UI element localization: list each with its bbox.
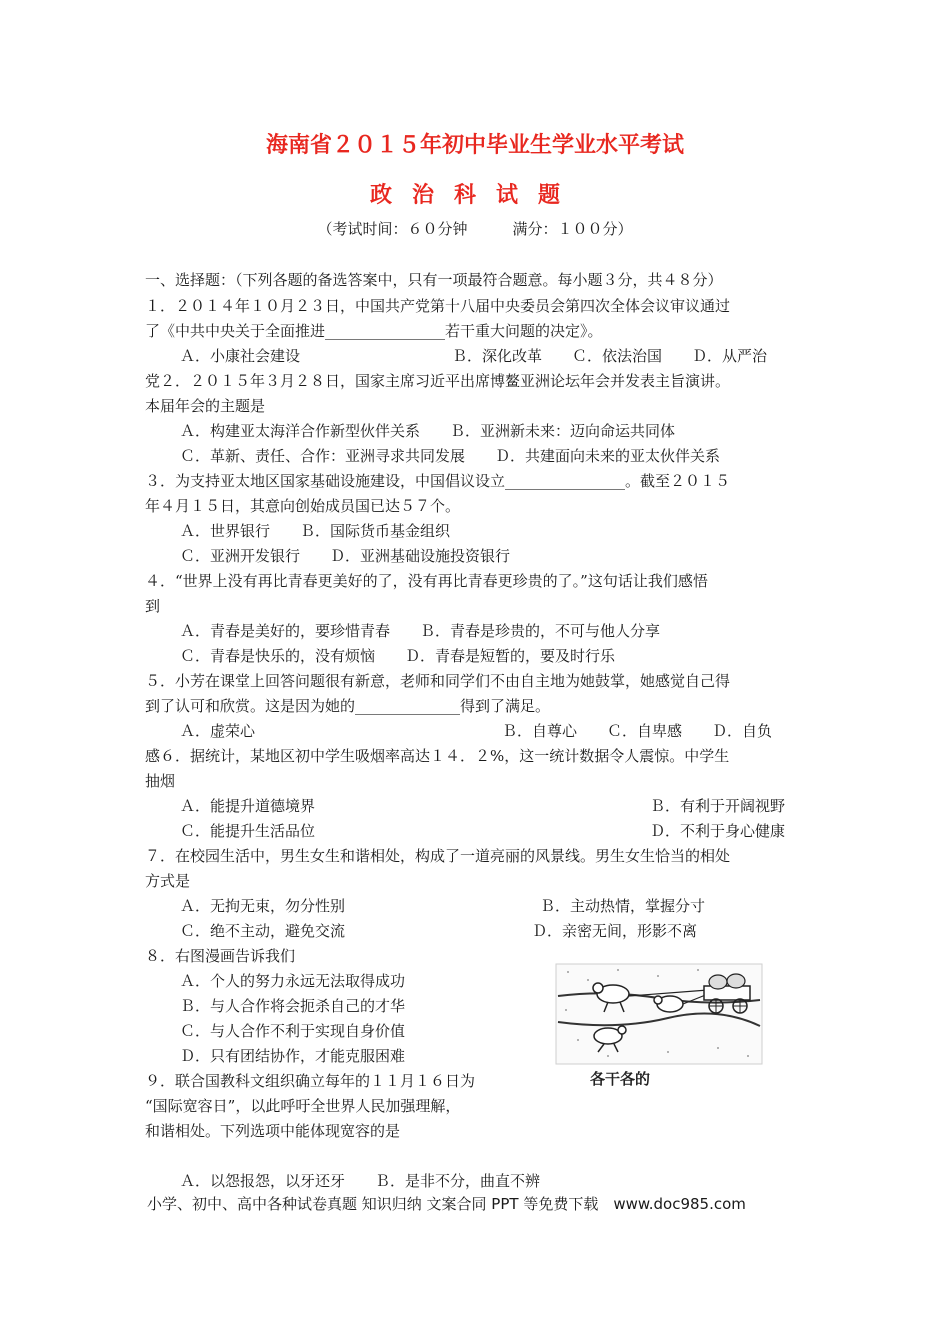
q6-option-d: Ｄ．不利于身心健康 bbox=[650, 822, 786, 840]
question-1: １．２０１４年１０月２３日，中国共产党第十八届中央委员会第四次全体会议审议通过 bbox=[145, 297, 731, 315]
question-9: ９．联合国教科文组织确立每年的１１月１６日为 bbox=[145, 1072, 476, 1090]
q3-options-cd: Ｃ．亚洲开发银行 Ｄ．亚洲基础设施投资银行 bbox=[180, 547, 511, 565]
q2-options-cd: Ｃ．革新、责任、合作：亚洲寻求共同发展 Ｄ．共建面向未来的亚太伙伴关系 bbox=[180, 447, 721, 465]
q4-options-cd: Ｃ．青春是快乐的，没有烦恼 Ｄ．青春是短暂的，要及时行乐 bbox=[180, 647, 616, 665]
q2-options-ab: Ａ．构建亚太海洋合作新型伙伴关系 Ｂ．亚洲新未来：迈向命运共同体 bbox=[180, 422, 676, 440]
q7-option-d: Ｄ．亲密无间，形影不离 bbox=[532, 922, 698, 940]
exam-title: 海南省２０１５年初中毕业生学业水平考试 bbox=[265, 132, 684, 158]
footer-text: 小学、初中、高中各种试卷真题 知识归纳 文案合同 PPT 等免费下载 www.doc985.com bbox=[147, 1195, 746, 1213]
question-4: ４．“世界上没有再比青春更美好的了，没有再比青春更珍贵的了。”这句话让我们感悟 bbox=[145, 572, 708, 590]
question-6-cont: 抽烟 bbox=[145, 772, 176, 790]
q4-options-ab: Ａ．青春是美好的，要珍惜青春 Ｂ．青春是珍贵的，不可与他人分享 bbox=[180, 622, 661, 640]
q1-options-bcd: Ｂ．深化改革 Ｃ．依法治国 Ｄ．从严治 bbox=[452, 347, 768, 365]
question-1-cont: 了《中共中央关于全面推进________________若干重大问题的决定》。 bbox=[145, 322, 603, 340]
cartoon-illustration bbox=[548, 960, 766, 1090]
q5-options-bcd: Ｂ．自尊心 Ｃ．自卑感 Ｄ．自负 bbox=[502, 722, 773, 740]
question-7-cont: 方式是 bbox=[145, 872, 191, 890]
q8-option-d: Ｄ．只有团结协作，才能克服困难 bbox=[180, 1047, 406, 1065]
q6-option-c: Ｃ．能提升生活品位 bbox=[180, 822, 316, 840]
question-5: ５．小芳在课堂上回答问题很有新意，老师和同学们不由自主地为她鼓掌，她感觉自己得 bbox=[145, 672, 731, 690]
exam-subtitle: 政治科试题 bbox=[369, 182, 580, 208]
q9-options-ab: Ａ．以怨报怨，以牙还牙 Ｂ．是非不分，曲直不辨 bbox=[180, 1172, 541, 1190]
exam-info: （考试时间：６０分钟 满分：１００分） bbox=[317, 220, 633, 238]
q5-option-a: Ａ．虚荣心 bbox=[180, 722, 256, 740]
q7-option-a: Ａ．无拘无束，勿分性别 bbox=[180, 897, 346, 915]
question-2-cont: 本届年会的主题是 bbox=[145, 397, 266, 415]
q1-option-a: Ａ．小康社会建设 bbox=[180, 347, 301, 365]
cartoon-caption: 各干各的 bbox=[590, 1070, 651, 1088]
question-9-cont-2: 和谐相处。下列选项中能体现宽容的是 bbox=[145, 1122, 401, 1140]
question-9-cont-1: “国际宽容日”，以此呼吁全世界人民加强理解， bbox=[145, 1097, 461, 1115]
q8-option-c: Ｃ．与人合作不利于实现自身价值 bbox=[180, 1022, 406, 1040]
question-7: ７．在校园生活中，男生女生和谐相处，构成了一道亮丽的风景线。男生女生恰当的相处 bbox=[145, 847, 731, 865]
q8-option-a: Ａ．个人的努力永远无法取得成功 bbox=[180, 972, 406, 990]
q6-option-b: Ｂ．有利于开阔视野 bbox=[650, 797, 786, 815]
q8-option-b: Ｂ．与人合作将会扼杀自己的才华 bbox=[180, 997, 406, 1015]
q6-option-a: Ａ．能提升道德境界 bbox=[180, 797, 316, 815]
section-heading: 一、选择题：（下列各题的备选答案中，只有一项最符合题意。每小题３分，共４８分） bbox=[145, 271, 723, 289]
question-4-cont: 到 bbox=[145, 597, 161, 615]
question-3: ３．为支持亚太地区国家基础设施建设，中国倡议设立________________。截至２０１５ bbox=[145, 472, 731, 490]
question-6: 感６．据统计，某地区初中学生吸烟率高达１４．２%，这一统计数据令人震惊。中学生 bbox=[145, 747, 730, 765]
question-3-cont: 年４月１５日，其意向创始成员国已达５７个。 bbox=[145, 497, 461, 515]
question-8: ８．右图漫画告诉我们 bbox=[145, 947, 296, 965]
q7-option-c: Ｃ．绝不主动，避免交流 bbox=[180, 922, 346, 940]
question-5-cont: 到了认可和欣赏。这是因为她的______________得到了满足。 bbox=[145, 697, 551, 715]
q7-option-b: Ｂ．主动热情，掌握分寸 bbox=[540, 897, 706, 915]
question-2: 党２．２０１５年３月２８日，国家主席习近平出席博鳌亚洲论坛年会并发表主旨演讲。 bbox=[145, 372, 731, 390]
q3-options-ab: Ａ．世界银行 Ｂ．国际货币基金组织 bbox=[180, 522, 451, 540]
